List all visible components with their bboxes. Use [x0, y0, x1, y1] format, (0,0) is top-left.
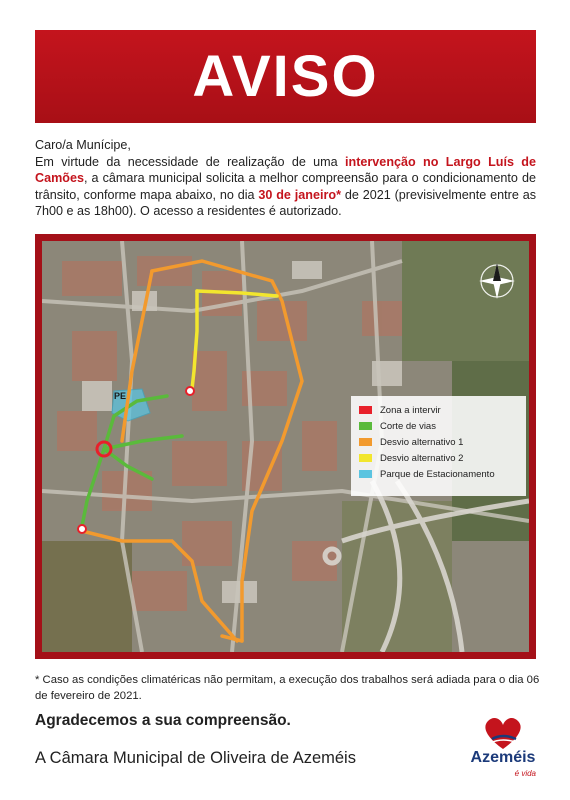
- legend-swatch-red: [359, 406, 372, 414]
- logo-name: Azeméis: [470, 749, 536, 766]
- legend-item: [359, 402, 518, 418]
- intro-text: [35, 137, 536, 220]
- legend-swatch-yellow: [359, 454, 372, 462]
- legend-label: Zona a intervir: [380, 404, 441, 416]
- notice-paragraph: [35, 154, 536, 220]
- legend-item: [359, 466, 518, 482]
- map-frame: [35, 234, 536, 659]
- legend-label: Desvio alternativo 2: [380, 452, 464, 464]
- greeting: Caro/a Munícipe,: [35, 138, 131, 152]
- legend-item: [359, 434, 518, 450]
- notice-text-3: de 2021 (previsivelmente entre as 7h00 e as 18h00). O acesso a residentes é autorizado.: [35, 187, 537, 218]
- legend-swatch-blue: [359, 470, 372, 478]
- notice-text-2: , a câmara municipal solicita a melhor compreensão para o condicionamento de trânsito, conforme mapa abaixo, no dia: [35, 171, 536, 202]
- logo-tagline: é vida: [514, 769, 536, 778]
- notice-highlight-date: 30 de janeiro*: [258, 187, 341, 202]
- heart-icon: [468, 715, 538, 751]
- legend-item: [359, 418, 518, 434]
- legend-item: [359, 450, 518, 466]
- page-title: AVISO: [192, 44, 379, 109]
- azemeis-logo: [468, 715, 538, 787]
- legend-label: Desvio alternativo 1: [380, 436, 464, 448]
- legend-swatch-orange: [359, 438, 372, 446]
- traffic-map: [42, 241, 529, 652]
- thanks-text: Agradecemos a sua compreensão.: [35, 712, 291, 729]
- legend-label: Corte de vias: [380, 420, 436, 432]
- legend-label: Parque de Estacionamento: [380, 468, 495, 480]
- notice-highlight-location: intervenção no Largo Luís de Camões: [35, 154, 536, 185]
- legend-swatch-green: [359, 422, 372, 430]
- footnote: * Caso as condições climatéricas não permitam, a execução dos trabalhos será adiada para o dia 06 de fevereiro de 2021.: [35, 674, 540, 702]
- signature-text: A Câmara Municipal de Oliveira de Azeméis: [35, 749, 356, 767]
- notice-text-1: Em virtude da necessidade de realização de uma: [35, 154, 346, 169]
- parking-label: PE: [114, 391, 127, 401]
- map-legend: [351, 396, 526, 496]
- aviso-banner: [35, 30, 536, 123]
